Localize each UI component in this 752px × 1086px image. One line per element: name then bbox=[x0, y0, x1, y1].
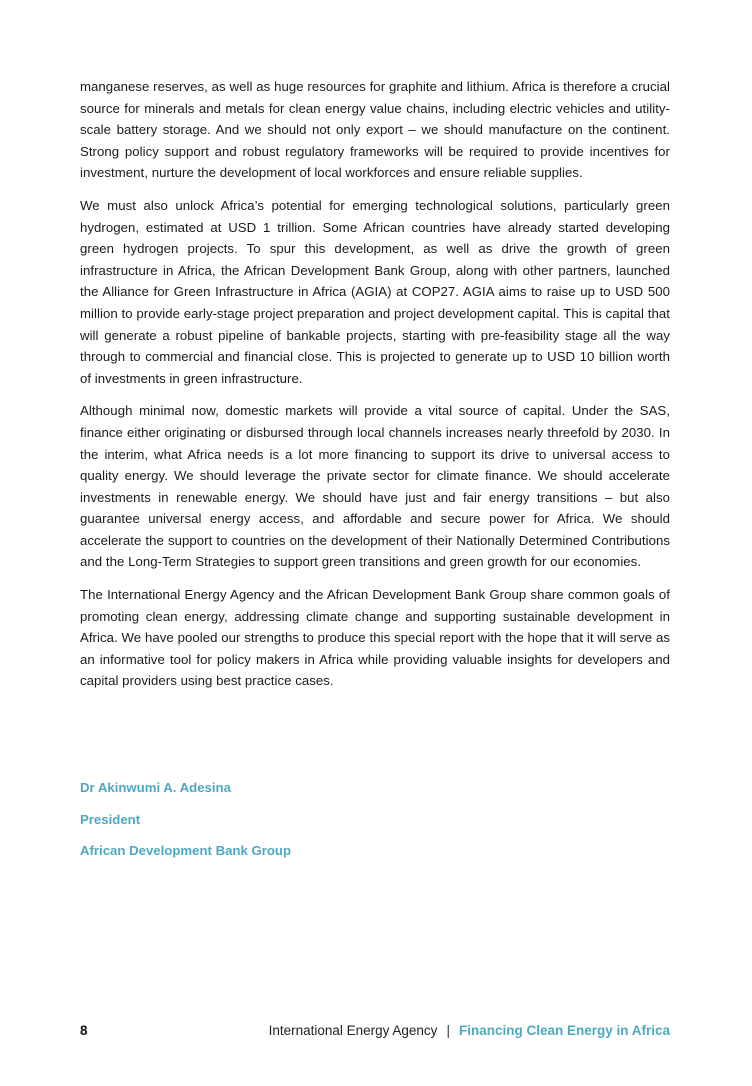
paragraph-critical-minerals: manganese reserves, as well as huge resources for graphite and lithium. Africa is therefore a crucial source for minerals and metals for clean energy value chains, including electric vehicles and utility-scale battery storage. And we should not only export – we should manufacture on the continent. Strong policy support and robust regulatory frameworks will be required to provide incentives for investment, nurture the development of local workforces and ensure reliable supplies. bbox=[80, 79, 670, 181]
footer-report-title: Financing Clean Energy in Africa bbox=[458, 1023, 670, 1038]
signatory-title: President bbox=[80, 811, 141, 827]
paragraph-green-hydrogen: We must also unlock Africa’s potential for emerging technological solutions, particularly green hydrogen, estimated at USD 1 trillion. Some African countries have already started developing green hydrogen projects. To spur this development, as well as drive the growth of green infrastructure in Africa, the African Development Bank Group, along with other partners, launched the Alliance for Green Infrastructure in Africa (AGIA) at COP27. AGIA aims to raise up to USD 500 million to provide early-stage project preparation and project development capital. This is capital that will generate a robust pipeline of bankable projects, starting with pre-feasibility stage all the way through to commercial and financial close. This is projected to generate up to USD 10 billion worth of investments in green infrastructure. bbox=[80, 197, 670, 386]
footer-separator: | bbox=[446, 1023, 450, 1038]
footer-running-title bbox=[269, 1020, 670, 1042]
signatory-organization: African Development Bank Group bbox=[80, 843, 292, 858]
signature-block bbox=[80, 777, 480, 872]
paragraph-partnership: The International Energy Agency and the African Development Bank Group share common goals of promoting clean energy, addressing climate change and supporting sustainable development in Africa. We have pooled our strengths to produce this special report with the hope that it will serve as an informative tool for policy makers in Africa while providing valuable insights for developers and capital providers using best practice cases. bbox=[80, 587, 670, 689]
footer-agency: International Energy Agency bbox=[268, 1023, 438, 1038]
paragraph-domestic-markets: Although minimal now, domestic markets will provide a vital source of capital. Under the SAS, finance either originating or disbursed through local channels increases nearly threefold by 2030. In the interim, what Africa needs is a lot more financing to support its drive to universal access to quality energy. We should leverage the private sector for climate finance. We should accelerate investments in renewable energy. We should have just and fair energy transitions – but also guarantee universal energy access, and affordable and secure power for Africa. We should accelerate the support to countries on the development of their Nationally Determined Contributions and the Long-Term Strategies to support green transitions and green growth for our economies. bbox=[80, 403, 670, 570]
page-number: 8 bbox=[80, 1023, 88, 1038]
signatory-name: Dr Akinwumi A. Adesina bbox=[80, 780, 231, 795]
body-text bbox=[80, 76, 670, 703]
page-footer bbox=[80, 1020, 670, 1042]
